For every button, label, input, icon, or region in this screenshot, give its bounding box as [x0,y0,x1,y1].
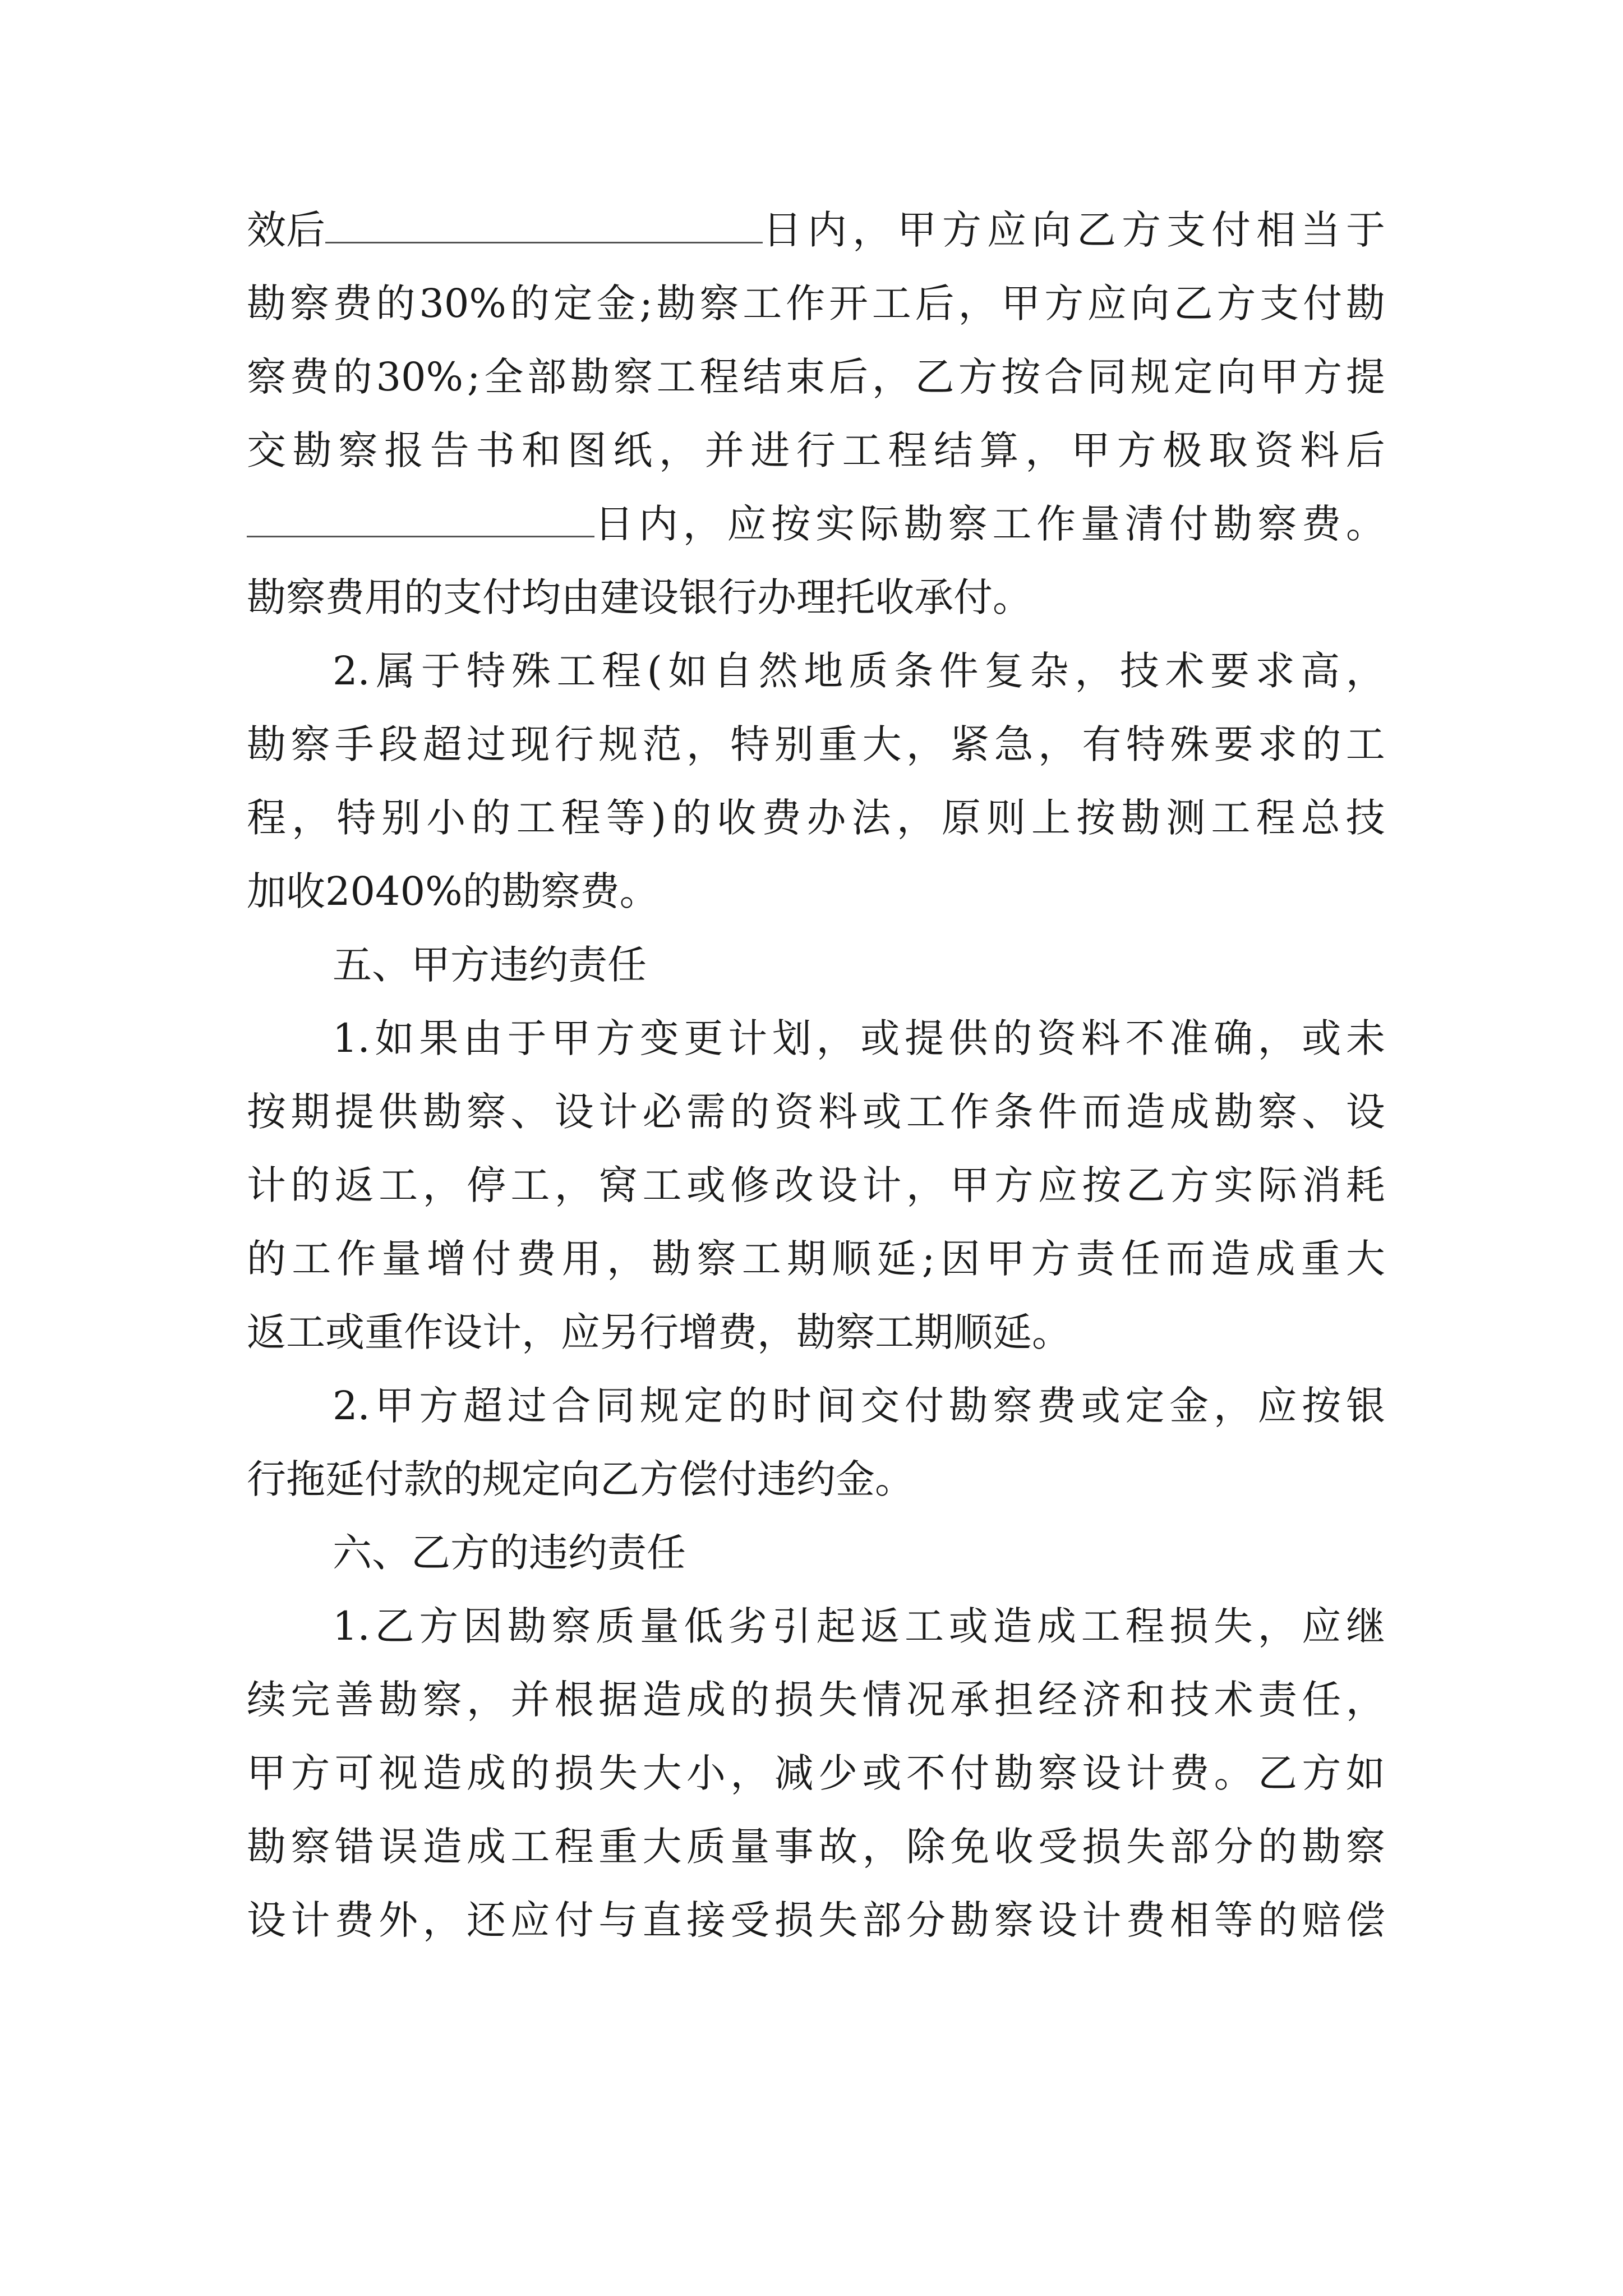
text-line: 察 费 的 30% ; 全 部 勘 察 工 程 结 束 后 ， 乙 方 按 合 同 规 定 向 甲 方 提 [247,354,1385,400]
text-line: 续 完 善 勘 察 ， 并 根 据 造 成 的 损 失 情 况 承 担 经 济 和 技 术 责 任 ， [247,1677,1385,1723]
fill-in-blank[interactable] [247,502,594,537]
text-line: 勘 察 手 段 超 过 现 行 规 范 ， 特 别 重 大 ， 紧 急 ， 有 特 殊 要 求 的 工 [247,721,1385,767]
line-suffix: 日 内 ， 甲 方 应 向 乙 方 支 付 相 当 于 [763,207,1385,253]
text-line: 计 的 返 工 ， 停 工 ， 窝 工 或 修 改 设 计 ， 甲 方 应 按 乙 方 实 际 消 耗 [247,1162,1385,1208]
text-line: 甲 方 可 视 造 成 的 损 失 大 小 ， 减 少 或 不 付 勘 察 设 计 费 。 乙 方 如 [247,1750,1385,1796]
text-line: 按 期 提 供 勘 察 、 设 计 必 需 的 资 料 或 工 作 条 件 而 造 成 勘 察 、 设 [247,1089,1385,1135]
text-line: 五、甲方违约责任 [333,942,647,988]
line-suffix: 日 内 ， 应 按 实 际 勘 察 工 作 量 清 付 勘 察 费 。 [594,501,1385,547]
text-line: 2. 属 于 特 殊 工 程 ( 如 自 然 地 质 条 件 复 杂 ， 技 术 要 求 高 ， [333,648,1385,694]
text-line: 设 计 费 外 ， 还 应 付 与 直 接 受 损 失 部 分 勘 察 设 计 费 相 等 的 赔 偿 [247,1897,1385,1943]
text-line: 勘察费用的支付均由建设银行办理托收承付。 [247,574,1032,620]
document-body [247,194,1385,1957]
text-line [247,194,1385,267]
text-line: 的 工 作 量 增 付 费 用 ， 勘 察 工 期 顺 延 ; 因 甲 方 责 任 而 造 成 重 大 [247,1236,1385,1282]
text-line: 加收2040%的勘察费。 [247,868,659,914]
text-line: 勘 察 错 误 造 成 工 程 重 大 质 量 事 故 ， 除 免 收 受 损 失 部 分 的 勘 察 [247,1824,1385,1870]
text-line: 交 勘 察 报 告 书 和 图 纸 ， 并 进 行 工 程 结 算 ， 甲 方 极 取 资 料 后 [247,427,1385,473]
text-line: 勘 察 费 的 30% 的 定 金 ; 勘 察 工 作 开 工 后 ， 甲 方 应 向 乙 方 支 付 勘 [247,280,1385,326]
line-prefix: 效后 [247,207,325,253]
text-line: 1. 乙 方 因 勘 察 质 量 低 劣 引 起 返 工 或 造 成 工 程 损 失 ， 应 继 [333,1603,1385,1649]
text-line: 六、乙方的违约责任 [333,1530,686,1576]
text-line: 行拖延付款的规定向乙方偿付违约金。 [247,1456,914,1502]
text-line [247,487,1385,561]
text-line: 1. 如 果 由 于 甲 方 变 更 计 划 ， 或 提 供 的 资 料 不 准 确 ， 或 未 [333,1015,1385,1061]
fill-in-blank[interactable] [325,208,763,243]
text-line: 程 ， 特 别 小 的 工 程 等 ) 的 收 费 办 法 ， 原 则 上 按 勘 测 工 程 总 技 [247,795,1385,841]
text-line: 2. 甲 方 超 过 合 同 规 定 的 时 间 交 付 勘 察 费 或 定 金 ， 应 按 银 [333,1383,1385,1429]
text-line: 返工或重作设计，应另行增费，勘察工期顺延。 [247,1309,1071,1355]
